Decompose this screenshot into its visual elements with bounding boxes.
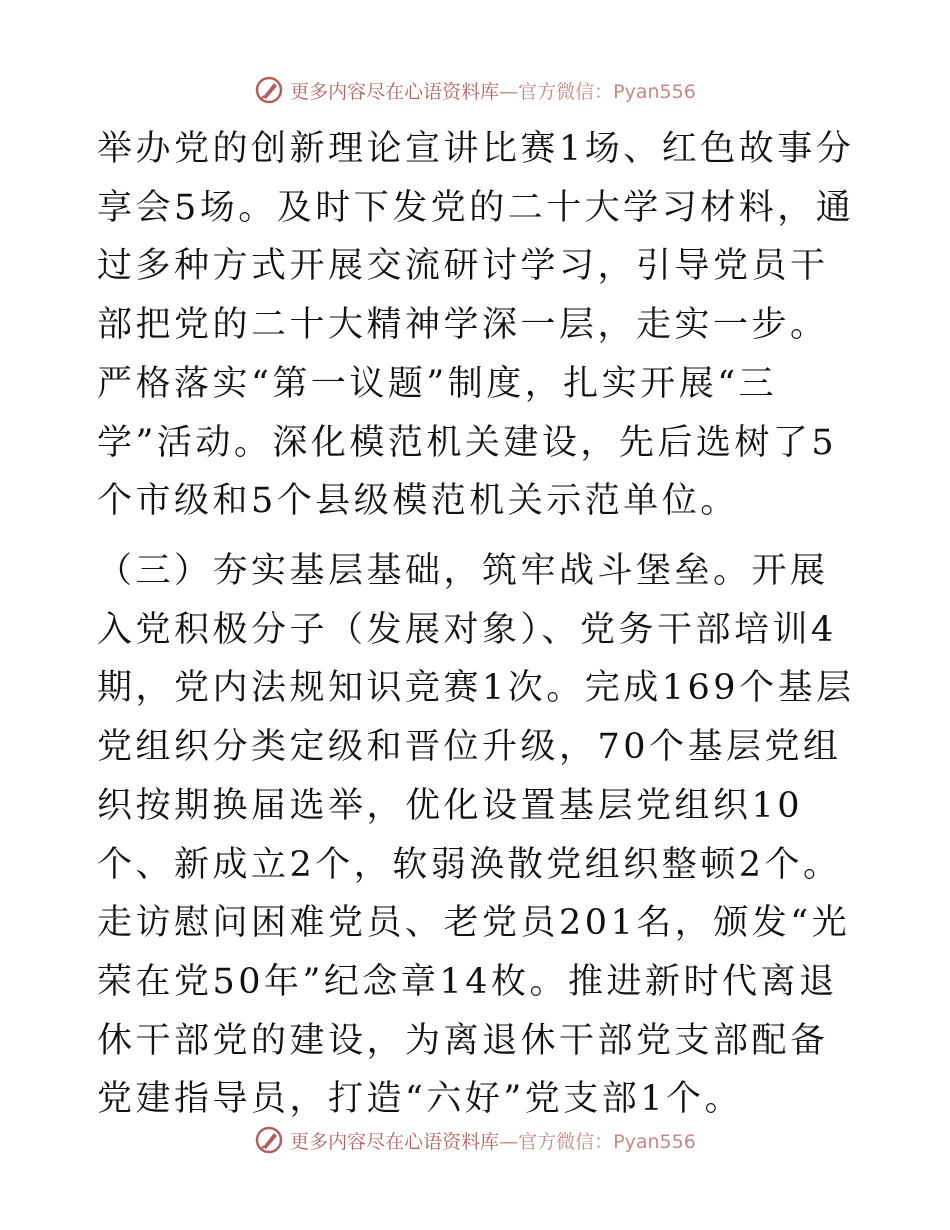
body-paragraph-2: （三）夯实基层基础，筑牢战斗堡垒。开展入党积极分子（发展对象）、党务干部培训4期，党内法规知识竞赛1次。完成169个基层党组织分类定级和晋位升级，70个基层党组织按期换届选举，优化设置基层党组织10个、新成立2个，软弱涣散党组织整顿2个。走访慰问困难党员、老党员201名，颁发“光荣在党50年”纪念章14枚。推进新时代离退休干部党的建设，为离退休干部党支部配备党建指导员，打造“六好”党支部1个。 [97,551,855,1120]
pen-feather-logo-icon [254,1125,284,1155]
body-paragraph-1: 举办党的创新理论宣讲比赛1场、红色故事分享会5场。及时下发党的二十大学习材料，通过多种方式开展交流研讨学习，引导党员干部把党的二十大精神学深一层，走实一步。严格落实“第一议题”制度，扎实开展“三学”活动。深化模范机关建设，先后选树了5个市级和5个县级模范机关示范单位。 [97,129,855,522]
watermark-main-text: 更多内容尽在心语资料库 [290,1130,500,1153]
watermark-sub-text: —官方微信：Pyan556 [499,80,696,103]
watermark-sub-text: —官方微信：Pyan556 [499,1130,696,1153]
watermark-header [0,70,950,110]
watermark-main-text: 更多内容尽在心语资料库 [290,80,500,103]
watermark-footer [0,1120,950,1160]
pen-feather-logo-icon [254,75,284,105]
